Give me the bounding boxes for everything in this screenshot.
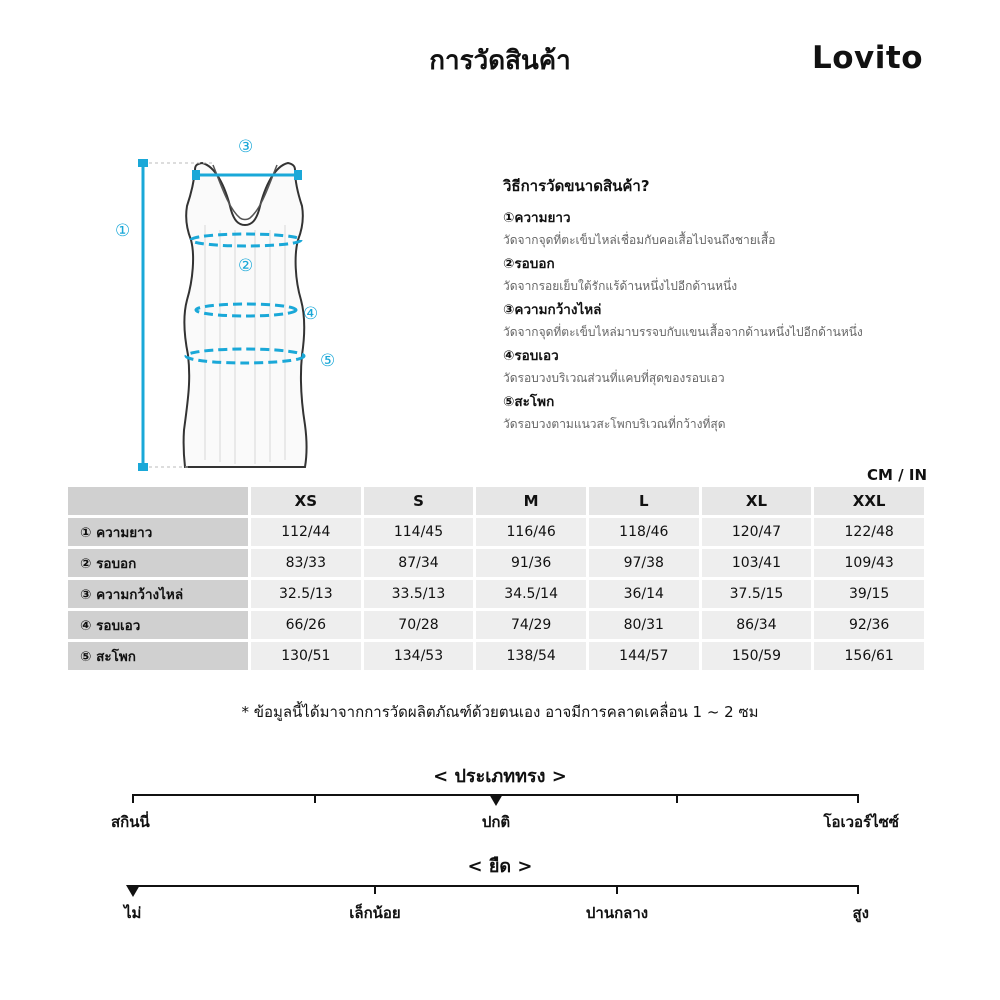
brand-logo: Lovito	[812, 40, 924, 76]
step-hip	[503, 392, 973, 436]
table-cell: 138/54	[476, 642, 586, 670]
table-row	[68, 580, 924, 608]
step-name: ⑤สะโพก	[503, 394, 555, 410]
size-header: XXL	[814, 487, 924, 515]
table-cell: 91/36	[476, 549, 586, 577]
marker-length: ①	[115, 221, 131, 241]
row-label: ④ รอบเอว	[68, 611, 248, 639]
table-row	[68, 518, 924, 546]
step-waist	[503, 346, 973, 390]
size-table	[65, 484, 927, 673]
table-row	[68, 642, 924, 670]
dress-outline	[184, 163, 307, 467]
step-desc: วัดจากจุดที่ตะเข็บไหล่เชื่อมกับคอเสื้อไปจนถึงชายเสื้อ	[503, 233, 776, 247]
table-cell: 114/45	[364, 518, 474, 546]
step-desc: วัดรอบวงบริเวณส่วนที่แคบที่สุดของรอบเอว	[503, 371, 725, 385]
table-cell: 34.5/14	[476, 580, 586, 608]
table-cell: 74/29	[476, 611, 586, 639]
step-length	[503, 208, 973, 252]
marker-waist: ④	[303, 304, 319, 324]
table-cell: 39/15	[814, 580, 924, 608]
row-label: ② รอบอก	[68, 549, 248, 577]
row-label: ③ ความกว้างไหล่	[68, 580, 248, 608]
size-header: XL	[702, 487, 812, 515]
unit-label: CM / IN	[867, 466, 927, 484]
step-name: ②รอบอก	[503, 256, 555, 272]
table-cell: 70/28	[364, 611, 474, 639]
table-cell: 36/14	[589, 580, 699, 608]
table-cell: 130/51	[251, 642, 361, 670]
step-bust	[503, 254, 973, 298]
table-cell: 134/53	[364, 642, 474, 670]
length-measure-line	[138, 159, 148, 471]
table-cell: 83/33	[251, 549, 361, 577]
table-cell: 120/47	[702, 518, 812, 546]
step-name: ③ความกว้างไหล่	[503, 302, 602, 318]
stretch-selected-indicator	[126, 885, 140, 897]
table-cell: 109/43	[814, 549, 924, 577]
table-cell: 97/38	[589, 549, 699, 577]
how-to-measure	[503, 174, 973, 438]
fit-label-regular: ปกติ	[481, 813, 511, 831]
size-header: S	[364, 487, 474, 515]
step-desc: วัดรอบวงตามแนวสะโพกบริเวณที่กว้างที่สุด	[503, 417, 726, 431]
page-title: การวัดสินค้า	[429, 46, 571, 76]
table-cell: 66/26	[251, 611, 361, 639]
stretch-scale-bar	[0, 876, 1000, 906]
stretch-label-none: ไม่	[124, 904, 142, 922]
table-cell: 87/34	[364, 549, 474, 577]
table-cell: 32.5/13	[251, 580, 361, 608]
step-shoulder	[503, 300, 973, 344]
fit-selected-indicator	[489, 794, 503, 806]
table-cell: 156/61	[814, 642, 924, 670]
marker-shoulder: ③	[238, 137, 254, 157]
marker-bust: ②	[238, 256, 254, 276]
size-header: XS	[251, 487, 361, 515]
fit-scale-title: < ประเภททรง >	[433, 766, 567, 787]
table-cell: 103/41	[702, 549, 812, 577]
table-cell: 118/46	[589, 518, 699, 546]
table-cell: 122/48	[814, 518, 924, 546]
fit-label-oversize: โอเวอร์ไซซ์	[823, 813, 899, 831]
table-cell: 150/59	[702, 642, 812, 670]
measurement-note: * ข้อมูลนี้ได้มาจากการวัดผลิตภัณฑ์ด้วยตนเอง อาจมีการคลาดเคลื่อน 1 ~ 2 ซม	[241, 703, 759, 721]
table-cell: 33.5/13	[364, 580, 474, 608]
size-header: M	[476, 487, 586, 515]
table-cell: 80/31	[589, 611, 699, 639]
fit-label-skinny: สกินนี่	[111, 813, 150, 831]
how-to-title: วิธีการวัดขนาดสินค้า?	[503, 177, 650, 195]
table-row	[68, 611, 924, 639]
table-cell: 37.5/15	[702, 580, 812, 608]
stretch-label-medium: ปานกลาง	[585, 904, 649, 922]
step-desc: วัดจากรอยเย็บใต้รักแร้ด้านหนึ่งไปอีกด้านหนึ่ง	[503, 279, 738, 293]
row-label: ① ความยาว	[68, 518, 248, 546]
stretch-scale-title: < ยืด >	[467, 856, 533, 877]
table-cell: 144/57	[589, 642, 699, 670]
size-header: L	[589, 487, 699, 515]
stretch-label-slight: เล็กน้อย	[349, 904, 401, 922]
dress-diagram	[95, 130, 355, 480]
step-name: ①ความยาว	[503, 210, 571, 226]
step-name: ④รอบเอว	[503, 348, 559, 364]
table-row	[68, 549, 924, 577]
table-cell: 86/34	[702, 611, 812, 639]
table-corner-cell	[68, 487, 248, 515]
table-cell: 116/46	[476, 518, 586, 546]
row-label: ⑤ สะโพก	[68, 642, 248, 670]
table-cell: 112/44	[251, 518, 361, 546]
step-desc: วัดจากจุดที่ตะเข็บไหล่มาบรรจบกับแขนเสื้อจากด้านหนึ่งไปอีกด้านหนึ่ง	[503, 325, 863, 339]
marker-hip: ⑤	[320, 351, 336, 371]
stretch-label-high: สูง	[852, 904, 869, 922]
table-header-row	[68, 487, 924, 515]
table-cell: 92/36	[814, 611, 924, 639]
